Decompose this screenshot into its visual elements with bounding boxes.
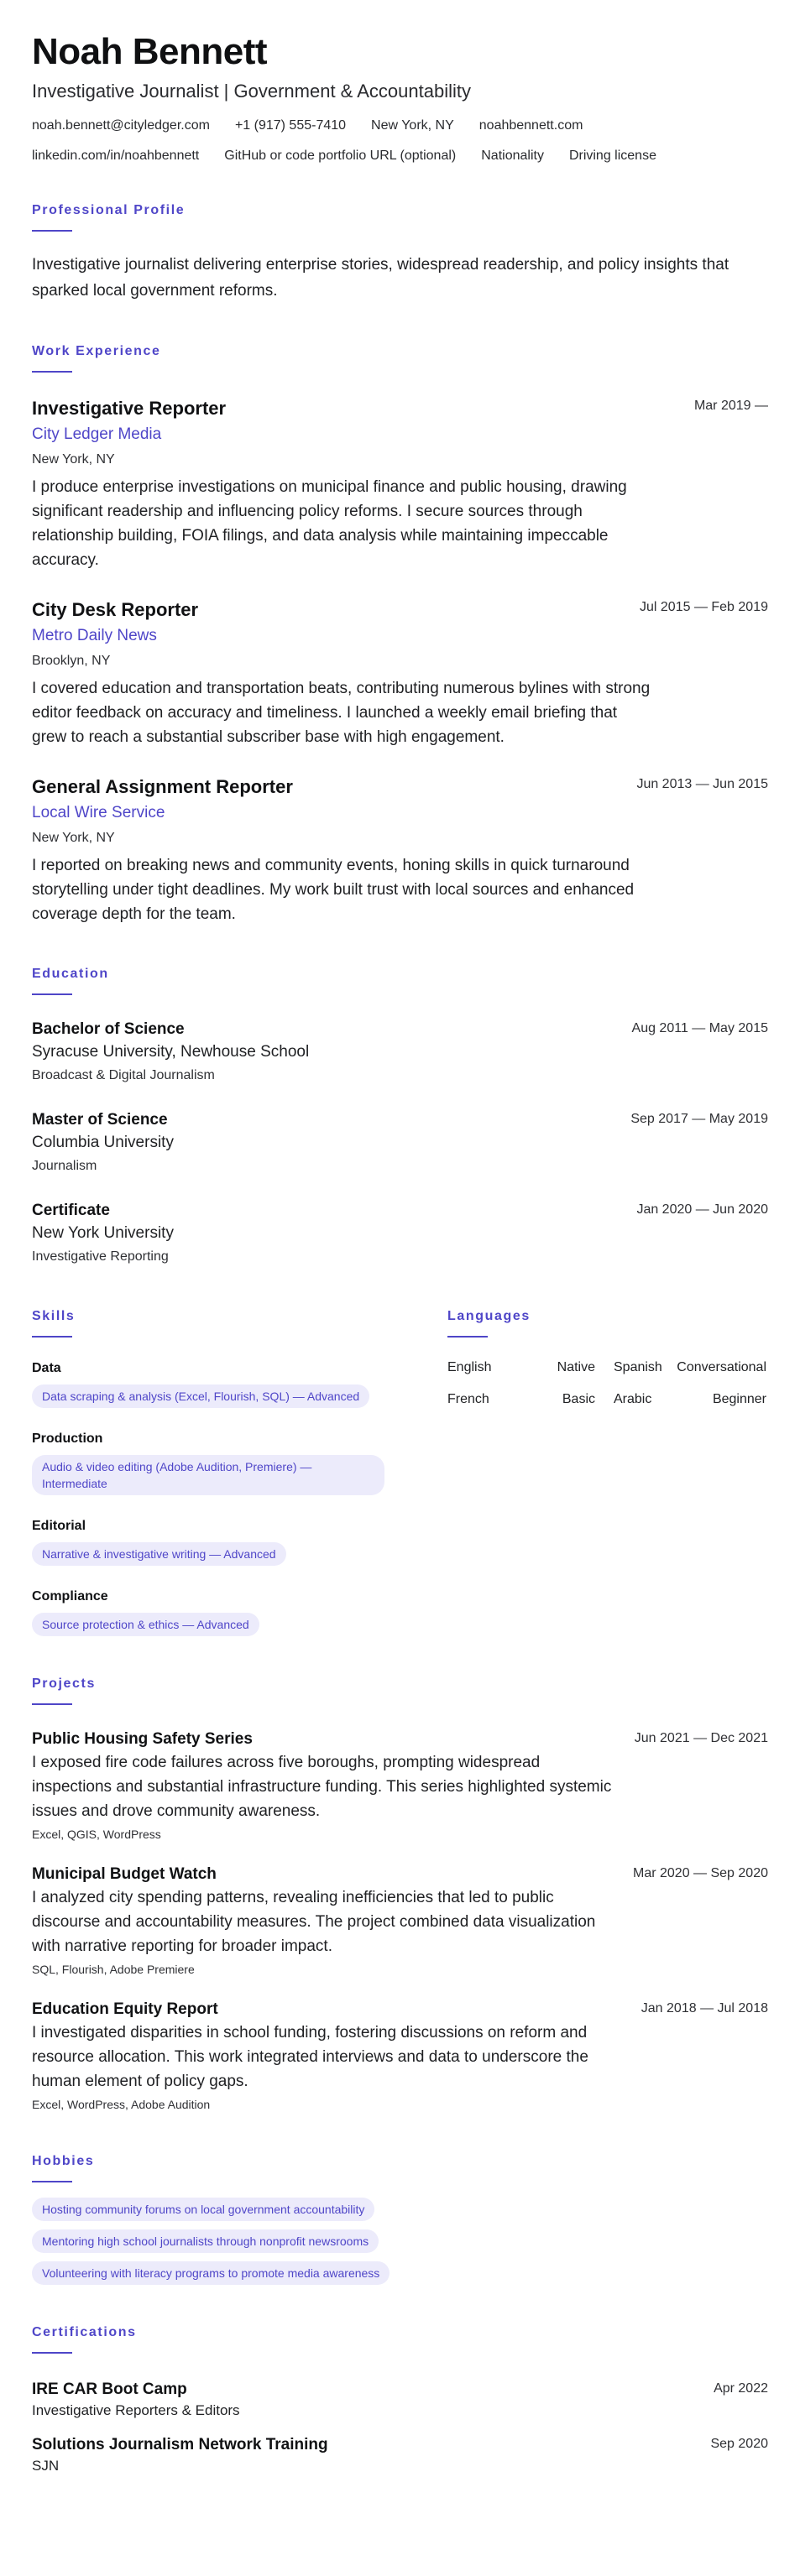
education-degree: Certificate xyxy=(32,1202,110,1219)
language-name: Arabic xyxy=(614,1392,652,1406)
section-title: Projects xyxy=(32,1676,96,1691)
education-degree: Bachelor of Science xyxy=(32,1020,185,1038)
skill-group xyxy=(32,1359,384,1408)
contact-list xyxy=(32,116,771,176)
job-entry xyxy=(32,597,768,749)
project-description: I investigated disparities in school funding, fostering discussions on reform and resource allocation. This work integrated interviews and data to underscore the human element of policy gaps. xyxy=(32,2024,588,2090)
language-level: Basic xyxy=(562,1392,595,1406)
section-divider xyxy=(32,993,72,995)
candidate-name: Noah Bennett xyxy=(32,31,267,72)
job-location: New York, NY xyxy=(32,831,115,845)
language-name: English xyxy=(447,1360,492,1374)
job-location: Brooklyn, NY xyxy=(32,654,111,668)
skill-group xyxy=(32,1430,384,1495)
contact-phone[interactable]: +1 (917) 555-7410 xyxy=(234,118,347,133)
project-description: I analyzed city spending patterns, revealing inefficiencies that led to public discourse and accountability measures. The project combined data visualization with narrative reporting for broader impact. xyxy=(32,1889,596,1955)
hobby-tag: Hosting community forums on local government accountability xyxy=(32,2198,374,2221)
section-divider xyxy=(32,371,72,373)
job-company: Local Wire Service xyxy=(32,804,165,821)
job-title: City Desk Reporter xyxy=(32,599,199,620)
skill-group xyxy=(32,1588,384,1636)
skill-category: Compliance xyxy=(32,1589,108,1603)
section-divider xyxy=(32,2181,72,2182)
skill-category: Production xyxy=(32,1431,103,1446)
section-divider xyxy=(32,1336,72,1338)
language-item xyxy=(447,1358,607,1378)
job-location: New York, NY xyxy=(32,452,115,467)
contact-driving-license: Driving license xyxy=(568,149,656,163)
certification-entry xyxy=(32,2379,768,2421)
job-description: I covered education and transportation beats, contributing numerous bylines with strong editor feedback on accuracy and timeliness. I launched a weekly email briefing that grew to reach a substantial subscriber base with high engagement. xyxy=(32,680,651,746)
language-level: Native xyxy=(557,1360,595,1374)
section-divider xyxy=(32,230,72,232)
education-field: Journalism xyxy=(32,1159,97,1173)
project-dates: Jan 2018 — Jul 2018 xyxy=(641,2001,768,2015)
job-description: I produce enterprise investigations on municipal finance and public housing, drawing significant readership and influencing policy reforms. I secure sources through relationship building, FOIA filings, and data analysis while maintaining impeccable accuracy. xyxy=(32,478,627,569)
skill-tag: Source protection & ethics — Advanced xyxy=(32,1613,259,1636)
contact-github[interactable]: GitHub or code portfolio URL (optional) xyxy=(224,149,457,163)
education-entry xyxy=(32,1109,768,1176)
project-title: Education Equity Report xyxy=(32,2000,218,2018)
hobbies-section xyxy=(32,2152,768,2285)
certification-date: Sep 2020 xyxy=(710,2437,768,2451)
certification-entry xyxy=(32,2434,768,2476)
certifications-section xyxy=(32,2323,768,2476)
education-field: Broadcast & Digital Journalism xyxy=(32,1068,215,1082)
language-item xyxy=(607,1358,766,1378)
hobby-tag: Mentoring high school journalists through nonprofit newsrooms xyxy=(32,2229,379,2253)
project-dates: Mar 2020 — Sep 2020 xyxy=(633,1866,768,1880)
projects-section xyxy=(32,1675,768,2114)
job-description: I reported on breaking news and community events, honing skills in quick turnaround storytelling under tight deadlines. My work built trust with local sources and enhanced coverage depth for the team. xyxy=(32,857,635,923)
section-title: Education xyxy=(32,967,109,981)
section-title: Certifications xyxy=(32,2325,137,2339)
education-section xyxy=(32,965,768,1267)
language-level: Conversational xyxy=(677,1360,766,1374)
certification-title: Solutions Journalism Network Training xyxy=(32,2436,328,2453)
certification-date: Apr 2022 xyxy=(714,2381,768,2396)
project-dates: Jun 2021 — Dec 2021 xyxy=(634,1731,768,1745)
language-item xyxy=(447,1390,607,1410)
skills-section xyxy=(32,1307,384,1636)
skill-tag: Audio & video editing (Adobe Audition, Premiere) — Intermediate xyxy=(32,1455,384,1495)
section-divider xyxy=(447,1336,488,1338)
education-school: Columbia University xyxy=(32,1134,174,1151)
skill-tag: Narrative & investigative writing — Advanced xyxy=(32,1542,286,1566)
job-entry xyxy=(32,396,768,572)
certification-title: IRE CAR Boot Camp xyxy=(32,2380,187,2398)
project-title: Public Housing Safety Series xyxy=(32,1730,253,1748)
job-title: General Assignment Reporter xyxy=(32,776,293,797)
contact-location: New York, NY xyxy=(371,118,454,133)
experience-section xyxy=(32,342,768,926)
section-title: Hobbies xyxy=(32,2154,95,2168)
job-dates: Jun 2013 — Jun 2015 xyxy=(636,777,768,791)
contact-linkedin[interactable]: linkedin.com/in/noahbennett xyxy=(32,149,200,163)
section-title: Languages xyxy=(447,1309,531,1323)
education-entry xyxy=(32,1200,768,1267)
education-entry xyxy=(32,1019,768,1086)
candidate-headline: Investigative Journalist | Government & Accountability xyxy=(32,81,471,102)
education-school: Syracuse University, Newhouse School xyxy=(32,1043,310,1061)
section-title: Skills xyxy=(32,1309,76,1323)
profile-summary: Investigative journalist delivering enterprise stories, widespread readership, and policy insights that sparked local government reforms. xyxy=(32,256,729,300)
education-school: New York University xyxy=(32,1224,174,1242)
resume-header xyxy=(32,30,768,176)
education-field: Investigative Reporting xyxy=(32,1249,169,1264)
project-entry xyxy=(32,1864,768,1979)
skill-group xyxy=(32,1517,384,1566)
contact-nationality: Nationality xyxy=(481,149,544,163)
job-company: Metro Daily News xyxy=(32,627,157,644)
languages-section xyxy=(447,1307,766,1636)
language-list xyxy=(447,1358,766,1410)
project-description: I exposed fire code failures across five boroughs, prompting widespread inspections and substantial infrastructure funding. This series highlighted systemic issues and drove community awareness. xyxy=(32,1754,612,1820)
project-entry xyxy=(32,1729,768,1843)
education-dates: Jan 2020 — Jun 2020 xyxy=(636,1202,768,1217)
project-title: Municipal Budget Watch xyxy=(32,1865,217,1883)
job-company: City Ledger Media xyxy=(32,425,162,443)
contact-website[interactable]: noahbennett.com xyxy=(478,118,583,133)
job-title: Investigative Reporter xyxy=(32,398,227,419)
education-dates: Aug 2011 — May 2015 xyxy=(631,1021,768,1035)
hobby-tag: Volunteering with literacy programs to promote media awareness xyxy=(32,2261,390,2285)
project-tech: SQL, Flourish, Adobe Premiere xyxy=(32,1963,195,1976)
language-name: French xyxy=(447,1392,489,1406)
job-dates: Mar 2019 — xyxy=(693,399,768,413)
language-name: Spanish xyxy=(614,1360,662,1374)
language-level: Beginner xyxy=(712,1392,766,1406)
skill-category: Editorial xyxy=(32,1519,86,1533)
project-entry xyxy=(32,1999,768,2114)
education-dates: Sep 2017 — May 2019 xyxy=(630,1112,768,1126)
profile-section xyxy=(32,201,768,304)
section-title: Professional Profile xyxy=(32,203,186,217)
hobby-list xyxy=(32,2198,768,2285)
job-dates: Jul 2015 — Feb 2019 xyxy=(640,600,768,614)
project-tech: Excel, WordPress, Adobe Audition xyxy=(32,2098,211,2111)
section-divider xyxy=(32,2352,72,2354)
certification-org: Investigative Reporters & Editors xyxy=(32,2402,240,2418)
project-tech: Excel, QGIS, WordPress xyxy=(32,1828,161,1841)
certification-org: SJN xyxy=(32,2458,60,2474)
job-entry xyxy=(32,774,768,926)
language-item xyxy=(607,1390,766,1410)
skill-tag: Data scraping & analysis (Excel, Flourish, SQL) — Advanced xyxy=(32,1384,369,1408)
section-title: Work Experience xyxy=(32,344,161,358)
skill-category: Data xyxy=(32,1361,61,1375)
section-divider xyxy=(32,1703,72,1705)
education-degree: Master of Science xyxy=(32,1111,168,1129)
contact-email[interactable]: noah.bennett@cityledger.com xyxy=(32,118,210,133)
skills-languages-row xyxy=(32,1307,768,1636)
